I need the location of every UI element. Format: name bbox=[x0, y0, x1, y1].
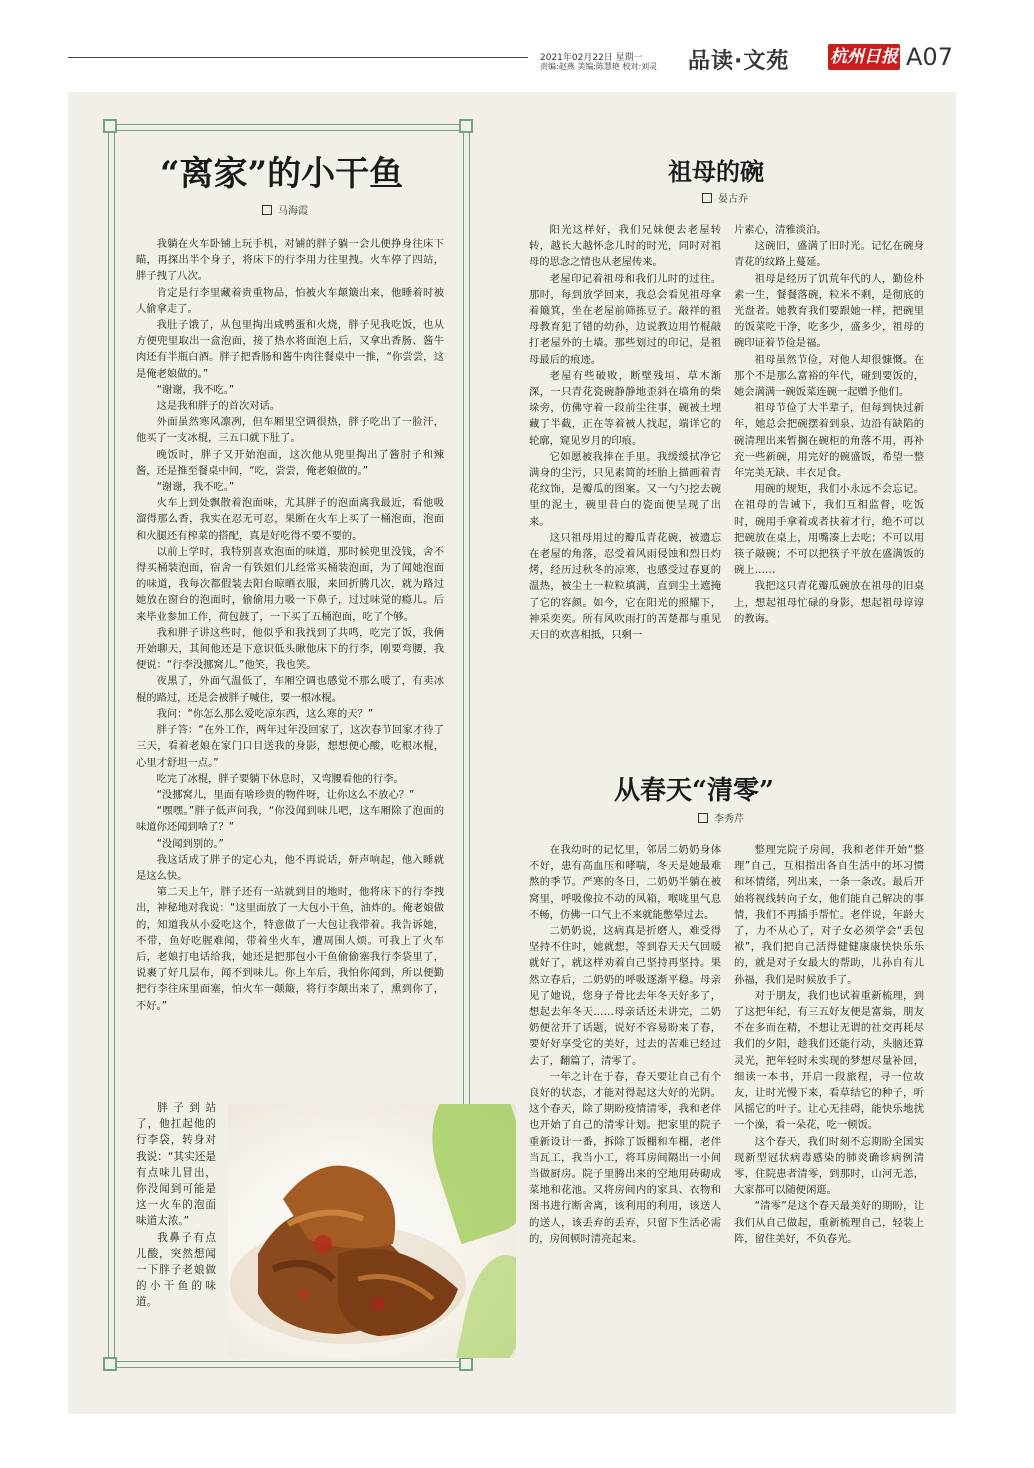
article3-byline bbox=[698, 810, 744, 825]
paragraph: 这是我和胖子的首次对话。 bbox=[156, 400, 281, 413]
article3-column-right bbox=[734, 842, 924, 1247]
page-header bbox=[0, 0, 1034, 90]
paragraph: 这只祖母用过的瓣瓜青花碗，被遗忘在老屋的角落，忍受着风雨侵蚀和烈日灼烤，经历过秋冬的凉寒，也感受过春夏的温热，被尘土一粒粒填满，直到尘土遮掩了它的容颜。如今，它在阳光的照耀下，神采奕奕。所有风吹雨打的苦楚都与重见天日的欢喜相抵，只剩一 bbox=[529, 531, 721, 642]
article2-column-left bbox=[529, 222, 721, 643]
paragraph: 夜黑了，外面气温低了，车厢空调也感觉不那么暖了，有卖冰棍的路过，还是会被胖子喊住，要一根冰棍。 bbox=[136, 675, 444, 704]
paragraph: 整理完院子房间，我和老伴开始“整理”自己，互相指出各自生活中的坏习惯和坏情绪，列出来，一条一条改。最后开始将视线转向子女，他们能自己解决的事情，我们不再插手帮忙。老伴说，年龄大了，力不从心了，对子女必须学会“丢包袱”，我们把自己活得健健康康快快乐乐的，就是对子女最大的帮助，儿孙自有儿孙福，我们是时候放手了。 bbox=[734, 844, 924, 986]
paragraph: 老屋印记着祖母和我们儿时的过往。那时，每到放学回来，我总会看见祖母拿着簸箕，坐在老屋前筛拣豆子。敲祥的祖母教育犯了错的幼孙，边说教边用竹棍敲打老屋外的土墙。那些划过的印记，是祖母最后的痕迹。 bbox=[529, 272, 721, 366]
paragraph: “没闻到别的。” bbox=[156, 837, 224, 850]
header-rule bbox=[68, 57, 528, 58]
article2-title: 祖母的碗 bbox=[668, 157, 764, 186]
header-credits: 责编:赵燕 美编:陈慧艳 校对:刘灵 bbox=[540, 62, 658, 71]
newspaper-logo: 杭州日报 bbox=[828, 44, 900, 70]
section-title: 品读·文苑 bbox=[688, 49, 790, 74]
paragraph: 在我幼时的记忆里，邻居二奶奶身体不好，患有高血压和哮喘，冬天是她最难熬的季节。严寒的冬日，二奶奶半躺在被窝里，呼吸像拉不动的风箱，喉咙里气息不畅，仿佛一口气上不来就能憋晕过去。 bbox=[529, 844, 721, 921]
article3-author: 李秀芹 bbox=[714, 814, 744, 825]
paragraph: 我这话成了胖子的定心丸，他不再说话，鼾声响起，他入睡就是这么快。 bbox=[136, 853, 444, 882]
byline-box-icon bbox=[262, 205, 272, 215]
article1-byline bbox=[262, 202, 308, 217]
paragraph: 它如愿被我捧在手里。我缓缓拭净它满身的尘污，只见素简的坯胎上描画着青花纹饰，是瓣瓜的图案。又一勺勺挖去碗里的泥土，碗里昔白的瓷面便呈现了出来。 bbox=[529, 450, 721, 528]
page-number: A07 bbox=[906, 43, 953, 71]
article2-column-right bbox=[734, 222, 924, 627]
paragraph: 我躺在火车卧铺上玩手机，对铺的胖子躺一会儿便挣身往床下瞄，再探出半个身子，将床下的行李用力往里拽。火车停了四站，胖子拽了八次。 bbox=[136, 238, 444, 283]
article1-column-tail bbox=[136, 1100, 216, 1311]
paragraph: 外面虽然寒风凛冽，但车厢里空调很热，胖子吃出了一脸汗，他买了一支冰棍，三五口就下肚了。 bbox=[136, 416, 444, 445]
paragraph: 祖母虽然节俭，对他人却很慷慨。在那个不是那么富裕的年代，碰到要饭的，她会满满一碗饭菜连碗一起赠予他们。 bbox=[734, 353, 924, 399]
paragraph: “没挪窝儿，里面有啥珍贵的物件呀，让你这么不放心？” bbox=[156, 788, 415, 801]
paragraph: 胖子答：“在外工作，两年过年没回家了，这次春节回家才待了三天，看着老娘在家门口目送我的身影，想想便心酸，吃根冰棍，心里才舒坦一点。” bbox=[136, 724, 444, 769]
paragraph: 胖子到站了，他扛起他的行李袋，转身对我说：“其实还是有点味儿冒出，你没闻到可能是这一火车的泡面味道太浓。” bbox=[136, 1102, 216, 1228]
article2-author: 晏古乔 bbox=[718, 194, 748, 205]
paragraph: 火车上到处飘散着泡面味，尤其胖子的泡面离我最近，看他吸溜得那么香，我实在忍无可忍，果断在火车上买了一桶泡面，泡面和火腿还有榨菜的搭配，真是好吃得不要不要的。 bbox=[136, 497, 444, 542]
paragraph: 我把这只青花瓣瓜碗放在祖母的旧桌上，想起祖母忙碌的身影，想起祖母谆谆的教诲。 bbox=[734, 580, 924, 625]
paragraph: 这碗旧，盛满了旧时光。记忆在碗身青花的纹路上蔓延。 bbox=[734, 240, 924, 269]
article1-author: 马海霞 bbox=[278, 206, 308, 217]
paragraph: 二奶奶说，这病真是折磨人，难受得坚持不住时，她就想，等到春天天气回暖就好了，就这样劝着自己坚持再坚持。果然立春后，二奶奶的呼吸逐渐平稳。母亲见了她说，您身子骨比去年冬天好多了，想起去年冬天……母亲话还未讲完，二奶奶便岔开了话题，说好不容易盼来了春，要好好享受它的美好，过去的苦难已经过去了，翻篇了，清零了。 bbox=[529, 925, 721, 1067]
paragraph: 片素心，清雅淡泊。 bbox=[734, 224, 827, 236]
paragraph: 以前上学时，我特别喜欢泡面的味道，那时候兜里没钱，舍不得买桶装泡面，宿舍一有铁姐们儿经常买桶装泡面，为了闻她泡面的味道，我每次都假装去阳台晾晒衣服，来回折腾几次，就为路过她放在窗台的泡面时，偷偷用力吸一下鼻子，过过味觉的瘾儿。后来毕业参加工作，荷包鼓了，一下买了五桶泡面，吃了个够。 bbox=[136, 545, 444, 623]
paragraph: 祖母节俭了大半辈子，但每到快过新年，她总会把碗摆着到泉、边沿有缺陷的碗清理出来暂搁在碗柜的角落不用，再补充一些新碗，用完好的碗盛饭，希望一整年完美无缺、丰衣足食。 bbox=[734, 402, 924, 480]
paragraph: 我和胖子讲这些时，他似乎和我找到了共鸣，吃完了饭，我俩开始聊天，其间他还是下意识低头瞅他床下的行李，刚要弯腰，我便说：“行李没挪窝儿。”他笑，我也笑。 bbox=[136, 626, 444, 672]
paragraph: 第二天上午，胖子还有一站就到目的地时，他将床下的行李拽出，神秘地对我说：“这里面放了一大包小干鱼，油炸的。俺老娘做的，知道我从小爱吃这个，特意做了一大包让我带着。我告诉她，不带，鱼好吃腥难闻，带着坐火车，遭周围人烦。可我上了火车后，老娘打电话给我，她还是把那包小干鱼偷偷塞我行李袋里了，说裹了好几层布，闻不到味儿。你上车后，我怕你闻到，所以便勤把行李往床里面塞，怕火车一颠簸，将行李颠出来了，熏到你了，不好。” bbox=[136, 886, 444, 1012]
paragraph: 吃完了冰棍，胖子要躺下休息时，又弯腰看他的行李。 bbox=[156, 772, 404, 785]
paragraph: 对于朋友，我们也试着重新梳理，到了这把年纪，有三五好友便是富翁，朋友不在多而在精，不想让无谓的社交再耗尽我们的夕阳，趁我们还能行动，头脑还算灵光，把年轻时未实现的梦想尽量补回，细读一本书，开启一段旅程，寻一位故友，让时光慢下来，看草结它的种子，听风摇它的叶子。让心无挂碍，能快乐地扰一个澡，看一朵花，吃一顿饭。 bbox=[734, 989, 924, 1132]
paragraph: 这个春天，我们时刻不忘期盼全国实现新型冠状病毒感染的肺炎确诊病例清零，住院患者清零，到那时，山河无恙，大家都可以随便闲逛。 bbox=[734, 1135, 924, 1197]
paragraph: “谢谢，我不吃。” bbox=[156, 383, 235, 396]
article3-title: 从春天“清零” bbox=[614, 776, 774, 806]
paragraph: 祖母是经历了饥荒年代的人，勤俭朴素一生，餐餐落碗，粒米不剩，是彻底的光盘者。她教育我们要跟她一样，把碗里的饭菜吃干净，吃多少，盛多少，祖母的碗印证着节俭是福。 bbox=[734, 272, 924, 350]
paragraph: 肯定是行李里藏着贵重物品，怕被火车颠簸出来，他睡着时被人偷拿走了。 bbox=[136, 286, 444, 315]
paragraph: “嘿嘿。”胖子低声问我，“你没闻到味儿吧，这车厢除了泡面的味道你还闻到啥了？” bbox=[136, 805, 444, 834]
frame-corner-ornament bbox=[459, 119, 473, 133]
paragraph: 阳光这样好，我们兄妹便去老屋转转，越长大越怀念儿时的时光，同时对祖母的思念之情也从老屋传来。 bbox=[529, 224, 721, 269]
article2-byline bbox=[702, 190, 748, 205]
paragraph: 我问：“你怎么那么爱吃凉东西，这么寒的天？” bbox=[156, 707, 374, 720]
paragraph: “谢谢，我不吃。” bbox=[156, 481, 235, 494]
byline-box-icon bbox=[698, 813, 708, 823]
paragraph: 一年之计在于春，春天要让自己有个良好的状态，才能对得起这大好的光阴。这个春天，除了期盼疫情清零，我和老伴也开始了自己的清零计划。把家里的院子重新设计一番，拆除了饭棚和车棚，老伴当瓦工，我当小工，将耳房间隔出一小间当做厨房。院子里腾出来的空地用砖砌成菜地和花池。又将房间内的家具、衣物和图书进行断舍离，该利用的利用，该送人的送人，该丢弃的丢弃，只留下生活必需的，房间顿时清亮起来。 bbox=[529, 1070, 721, 1245]
paragraph: 用碗的规矩，我们小永远不会忘记。在祖母的告诫下，我们互相监督，吃饭时，碗用手拿着或者扶着才行，绝不可以把碗放在桌上，用嘴凑上去吃；不可以用筷子敲碗；不可以把筷子平放在盛满饭的碗上…… bbox=[734, 483, 924, 577]
frame-corner-ornament bbox=[103, 1357, 117, 1371]
paragraph: 我肚子饿了，从包里掏出咸鸭蛋和火烧，胖子见我吃饭，也从方便兜里取出一盒泡面，接了热水将面泡上后，又拿出香肠、酱牛肉还有半瓶白酒。胖子把香肠和酱牛肉往餐桌中一推，“你尝尝，这是俺老娘做的。” bbox=[136, 319, 444, 380]
dried-fish-photo bbox=[228, 1104, 516, 1358]
article1-title: “离家”的小干鱼 bbox=[160, 154, 404, 194]
header-date: 2021年02月22日 星期一 bbox=[540, 53, 643, 63]
paragraph: 我鼻子有点儿酸，突然想闻一下胖子老娘做的小干鱼的味道。 bbox=[136, 1231, 216, 1309]
paragraph: “清零”是这个春天最美好的期盼，让我们从自己做起，重新梳理自己，轻装上阵，留住美好，不负春光。 bbox=[734, 1200, 924, 1245]
article3-column-left bbox=[529, 842, 721, 1247]
article1-column bbox=[136, 236, 444, 1014]
frame-corner-ornament bbox=[103, 119, 117, 133]
byline-box-icon bbox=[702, 193, 712, 203]
frame-corner-ornament bbox=[459, 1357, 473, 1371]
paragraph: 晚饭时，胖子又开始泡面，这次他从兜里掏出了酱肘子和辣酱，还是推至餐桌中间，“吃，尝尝，俺老娘做的。” bbox=[136, 448, 444, 477]
paragraph: 老屋有些破败，断壁残垣、草木渐深，一只青花瓷碗静静地歪斜在墙角的柴垛旁，仿佛守着一段前尘往事，碗被土埋藏了半截，正在等着被人找起，端详它的轮廓，窥见岁月的印痕。 bbox=[529, 369, 721, 447]
